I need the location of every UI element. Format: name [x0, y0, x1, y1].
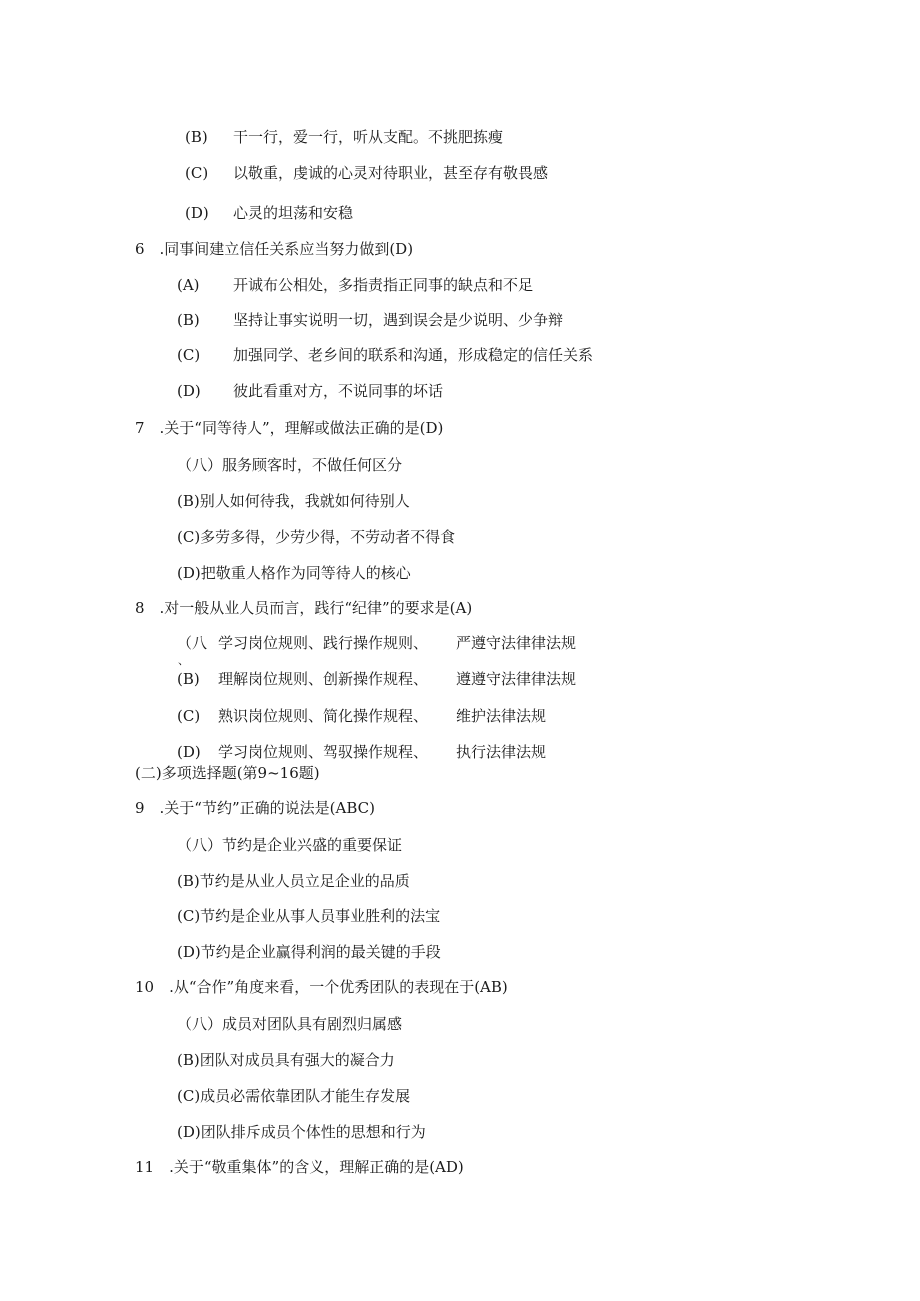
- option-text-part-b: 维护法律法规: [456, 707, 547, 725]
- option-text-part-a: 学习岗位规则、践行操作规则、: [218, 634, 429, 652]
- option-text-part-a: 熟识岗位规则、简化操作规程、: [218, 707, 429, 725]
- option-q10-c: (C)成员必需依靠团队才能生存发展: [177, 1087, 411, 1105]
- section-heading: (二)多项选择题(第9~16题): [135, 764, 320, 782]
- option-text: 开诚布公相处，多指责指正同事的缺点和不足: [233, 276, 534, 294]
- question-6-stem: 6 .同事间建立信任关系应当努力做到(D): [135, 240, 414, 258]
- option-q7-d: (D)把敬重人格作为同等待人的核心: [177, 564, 411, 582]
- option-label: (B): [185, 128, 208, 146]
- option-q10-d: (D)团队排斥成员个体性的思想和行为: [177, 1123, 426, 1141]
- option-q10-b: (B)团队对成员具有强大的凝合力: [177, 1051, 395, 1069]
- question-11-stem: 11 .关于“敬重集体”的含义，理解正确的是(AD): [135, 1158, 464, 1176]
- option-text-part-b: 严遵守法律律法规: [456, 634, 577, 652]
- question-7-stem: 7 .关于“同等待人”，理解或做法正确的是(D): [135, 419, 444, 437]
- option-q7-b: (B)别人如何待我，我就如何待别人: [177, 492, 410, 510]
- option-q8-a-mark: 、: [178, 654, 189, 667]
- option-q9-b: (B)节约是从业人员立足企业的品质: [177, 872, 410, 890]
- option-text: 加强同学、老乡间的联系和沟通，形成稳定的信任关系: [233, 346, 594, 364]
- question-8-stem: 8 .对一般从业人员而言，践行“纪律”的要求是(A): [135, 599, 473, 617]
- question-10-stem: 10 .从“合作”角度来看，一个优秀团队的表现在于(AB): [135, 978, 508, 996]
- option-q7-c: (C)多劳多得，少劳少得，不劳动者不得食: [177, 528, 456, 546]
- option-text-part-a: 理解岗位规则、创新操作规程、: [218, 670, 429, 688]
- option-label: (C): [177, 707, 201, 725]
- option-label: (A): [177, 276, 200, 294]
- option-label: (D): [185, 204, 209, 222]
- option-label: (B): [177, 670, 200, 688]
- option-text: 干一行，爱一行，听从支配。不挑肥拣瘦: [233, 128, 504, 146]
- option-q9-d: (D)节约是企业赢得利润的最关键的手段: [177, 943, 441, 961]
- option-q9-a: （八）节约是企业兴盛的重要保证: [177, 836, 403, 854]
- question-9-stem: 9 .关于“节约”正确的说法是(ABC): [135, 799, 375, 817]
- option-text: 心灵的坦荡和安稳: [233, 204, 354, 222]
- option-q9-c: (C)节约是企业从事人员事业胜利的法宝: [177, 907, 441, 925]
- option-q7-a: （八）服务顾客时，不做任何区分: [177, 456, 403, 474]
- option-label: (D): [177, 743, 201, 761]
- option-label: (D): [177, 382, 201, 400]
- option-text-part-b: 遵遵守法律律法规: [456, 670, 577, 688]
- option-label: (C): [185, 164, 209, 182]
- option-text: 彼此看重对方，不说同事的坏话: [233, 382, 444, 400]
- option-label: (C): [177, 346, 201, 364]
- option-text-part-a: 学习岗位规则、驾驭操作规程、: [218, 743, 429, 761]
- option-text: 以敬重，虔诚的心灵对待职业，甚至存有敬畏感: [233, 164, 549, 182]
- option-label: (B): [177, 311, 200, 329]
- option-text-part-b: 执行法律法规: [456, 743, 547, 761]
- option-label: （八: [177, 634, 208, 652]
- option-text: 坚持让事实说明一切，遇到误会是少说明、少争辩: [233, 311, 564, 329]
- option-q10-a: （八）成员对团队具有剧烈归属感: [177, 1015, 403, 1033]
